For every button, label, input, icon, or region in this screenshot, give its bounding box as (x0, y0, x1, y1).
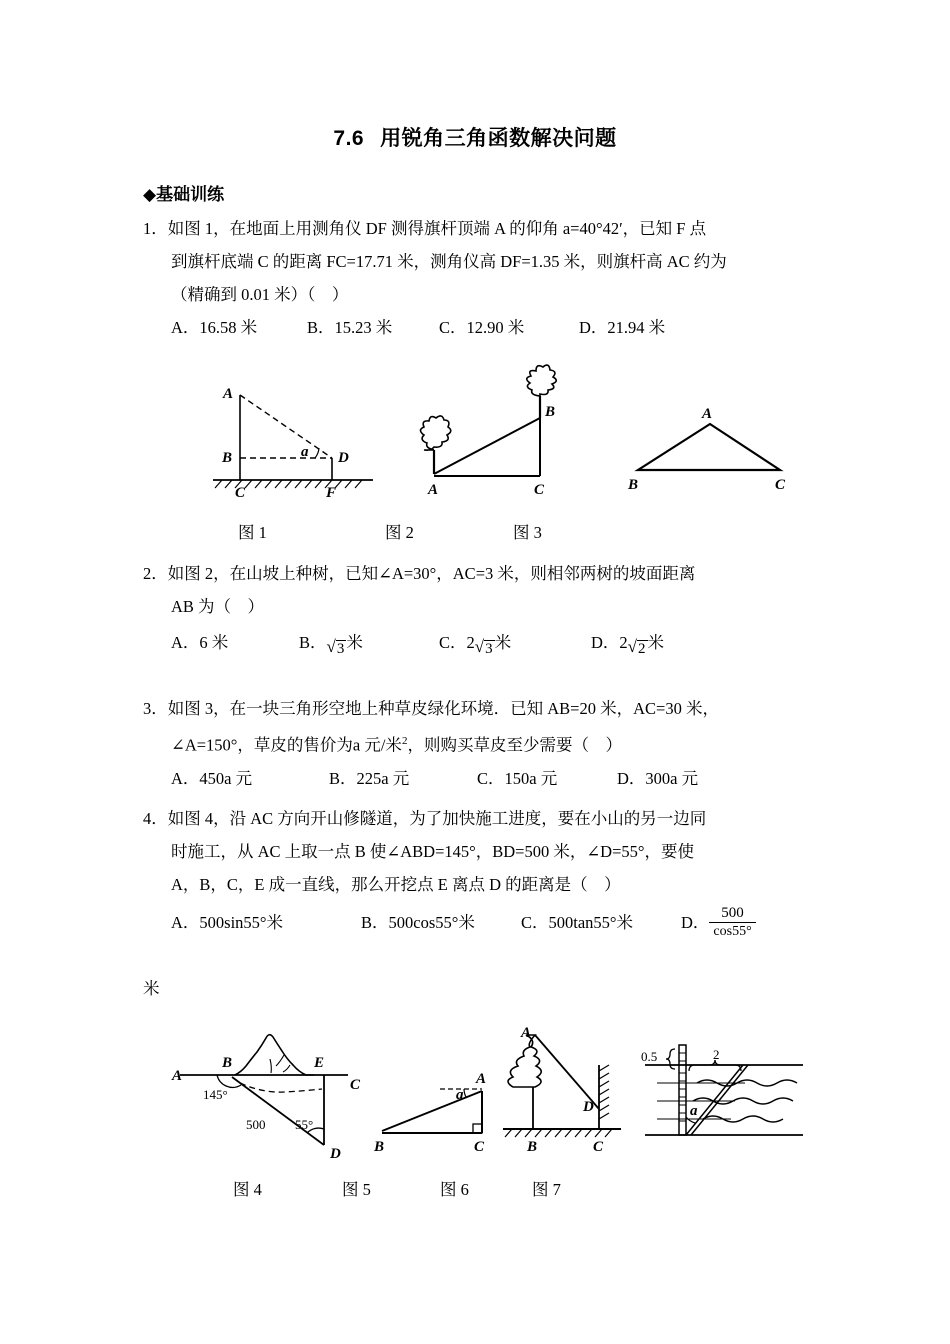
option-a-label: A． (171, 913, 200, 932)
question-4-line-1: 4．如图 4，沿 AC 方向开山修隧道，为了加快施工进度，要在小山的另一边同 (143, 809, 707, 828)
option-a[interactable] (171, 623, 299, 663)
question-2-line-1: 2．如图 2，在山坡上种树，已知∠A=30°，AC=3 米，则相邻两树的坡面距离 (143, 564, 696, 583)
caption-fig2: 图 2 (385, 523, 414, 542)
option-b-value: 500cos55°米 (388, 913, 475, 932)
option-c[interactable] (439, 623, 591, 668)
figure-4-angle-b: 145° (203, 1087, 228, 1102)
question-1-line-3: （精确到 0.01 米）（ ） (171, 285, 349, 304)
figure-3 (620, 392, 795, 496)
question-1-line-2: 到旗杆底端 C 的距离 FC=17.71 米，测角仪高 DF=1.35 米，则旗杆高 AC 约为 (171, 252, 727, 271)
figure-4-label-C: C (350, 1077, 361, 1093)
option-d[interactable]: D．300a 元 (617, 768, 699, 788)
figure-1-angle-label: a (301, 444, 309, 460)
option-b-label: B． (299, 633, 327, 652)
fraction-denominator: cos55° (709, 922, 755, 940)
figure-3-label-A: A (702, 406, 713, 422)
figure-1-label-C: C (235, 485, 246, 501)
figure-6-label-B: B (527, 1139, 538, 1155)
figure-2-label-B: B (545, 404, 556, 420)
figure-3-label-B: B (628, 477, 639, 493)
figure-1-label-A: A (223, 386, 234, 402)
option-d[interactable] (681, 901, 756, 945)
option-c-radicand: 3 (485, 641, 493, 657)
question-3-line-1: 3．如图 3，在一块三角形空地上种草皮绿化环境．已知 AB=20 米，AC=30 米， (143, 699, 719, 718)
option-a-label: A． (171, 633, 200, 652)
option-a-value: 500sin55°米 (199, 913, 284, 932)
title-number: 7.6 (333, 127, 365, 150)
option-c-value: 500tan55°米 (548, 913, 634, 932)
option-d-unit-overflow: 米 (143, 979, 160, 998)
option-c[interactable] (521, 901, 681, 945)
superscript-2: 2 (401, 735, 408, 747)
option-c[interactable]: C．150a 元 (477, 768, 558, 788)
question-4 (143, 802, 833, 945)
figure-2-label-C: C (534, 482, 545, 498)
option-c-label: C． (521, 913, 549, 932)
caption-fig5: 图 5 (342, 1180, 371, 1199)
figure-7-measure-top: 2 (713, 1047, 720, 1062)
figure-5-label-B: B (374, 1139, 385, 1155)
option-a[interactable]: A．450a 元 (171, 768, 253, 788)
question-1-options (143, 311, 833, 344)
figure-7 (635, 1031, 815, 1156)
figure-7-measure-left: 0.5 (641, 1049, 658, 1064)
question-4-options (143, 901, 833, 945)
question-4-line-2: 时施工，从 AC 上取一点 B 使∠ABD=145°，BD=500 米，∠D=55°，要使 (171, 842, 694, 861)
figure-5-label-A: A (476, 1071, 487, 1087)
option-d-coef: 2 (619, 633, 628, 652)
option-b[interactable]: B．15.23 米 (307, 318, 393, 337)
figure-4-label-A: A (172, 1068, 183, 1084)
option-b-radicand: 3 (336, 641, 345, 657)
question-4-line-3: A，B，C，E 成一直线，那么开挖点 E 离点 D 的距离是（ ） (171, 875, 621, 894)
caption-fig3: 图 3 (513, 523, 542, 542)
caption-fig4: 图 4 (233, 1180, 262, 1199)
option-d-sqrt: √2 (627, 637, 646, 657)
question-3 (143, 692, 833, 795)
question-3-line-2: ∠A=150°，草皮的售价为a 元/米$^2$，则购买草皮至少需要（ ） (171, 735, 622, 755)
option-d-unit: 米 (647, 633, 665, 652)
figure-1-label-D: D (338, 450, 349, 466)
question-1 (143, 212, 833, 344)
figure-5-label-C: C (474, 1139, 485, 1155)
option-b[interactable] (361, 901, 521, 945)
figure-4-label-B: B (222, 1055, 233, 1071)
option-a-value: 6 米 (199, 633, 229, 652)
option-b-label: B． (361, 913, 389, 932)
caption-fig1: 图 1 (238, 523, 267, 542)
figure-4-label-D: D (330, 1146, 341, 1162)
question-2-options (143, 623, 833, 668)
fraction-numerator: 500 (721, 904, 744, 921)
section-heading: ◆基础训练 (143, 185, 225, 204)
option-d-radicand: 2 (638, 641, 646, 657)
figure-6-label-D: D (583, 1099, 594, 1115)
option-b[interactable]: B．225a 元 (329, 768, 410, 788)
option-d[interactable]: D．21.94 米 (579, 318, 666, 337)
figure-3-label-C: C (775, 477, 786, 493)
figure-6-label-A: A (521, 1025, 532, 1041)
option-c-sqrt: √3 (474, 637, 493, 657)
option-a[interactable]: A．16.58 米 (171, 318, 258, 337)
caption-fig7: 图 7 (532, 1180, 561, 1199)
option-d[interactable] (591, 623, 664, 668)
option-b-sqrt: √3 (326, 637, 345, 657)
figure-1-label-F: F (326, 485, 337, 501)
figure-5-angle-label: a (456, 1087, 464, 1103)
figure-1-label-B: B (222, 450, 233, 466)
figure-4-label-E: E (314, 1055, 325, 1071)
option-b-unit: 米 (346, 633, 363, 652)
figure-2-label-A: A (428, 482, 439, 498)
figure-2 (412, 372, 572, 498)
figure-7-angle-label: a (690, 1103, 698, 1119)
title-text: 用锐角三角函数解决问题 (380, 127, 617, 150)
option-c-label: C． (439, 633, 467, 652)
page-title (0, 122, 950, 152)
option-b[interactable] (299, 623, 439, 668)
question-3-options (143, 762, 833, 795)
figure-1 (205, 370, 390, 500)
option-c-unit: 米 (494, 633, 512, 652)
option-a[interactable] (171, 901, 361, 945)
figure-4-angle-d: 55° (295, 1117, 314, 1132)
question-2-line-2: AB 为（ ） (171, 597, 265, 616)
question-2 (143, 557, 833, 668)
option-c-coef: 2 (466, 633, 475, 652)
figure-4 (172, 1025, 387, 1170)
option-d-label: D． (591, 633, 620, 652)
option-c[interactable]: C．12.90 米 (439, 318, 525, 337)
figure-6-label-C: C (593, 1139, 604, 1155)
caption-fig6: 图 6 (440, 1180, 469, 1199)
option-d-fraction (709, 905, 755, 940)
option-d-label: D． (681, 913, 710, 932)
figure-6 (497, 1025, 637, 1155)
question-1-line-1: 1．如图 1，在地面上用测角仪 DF 测得旗杆顶端 A 的仰角 a=40°42′，已知 F 点 (143, 219, 707, 238)
figure-4-length-bd: 500 (246, 1117, 266, 1132)
